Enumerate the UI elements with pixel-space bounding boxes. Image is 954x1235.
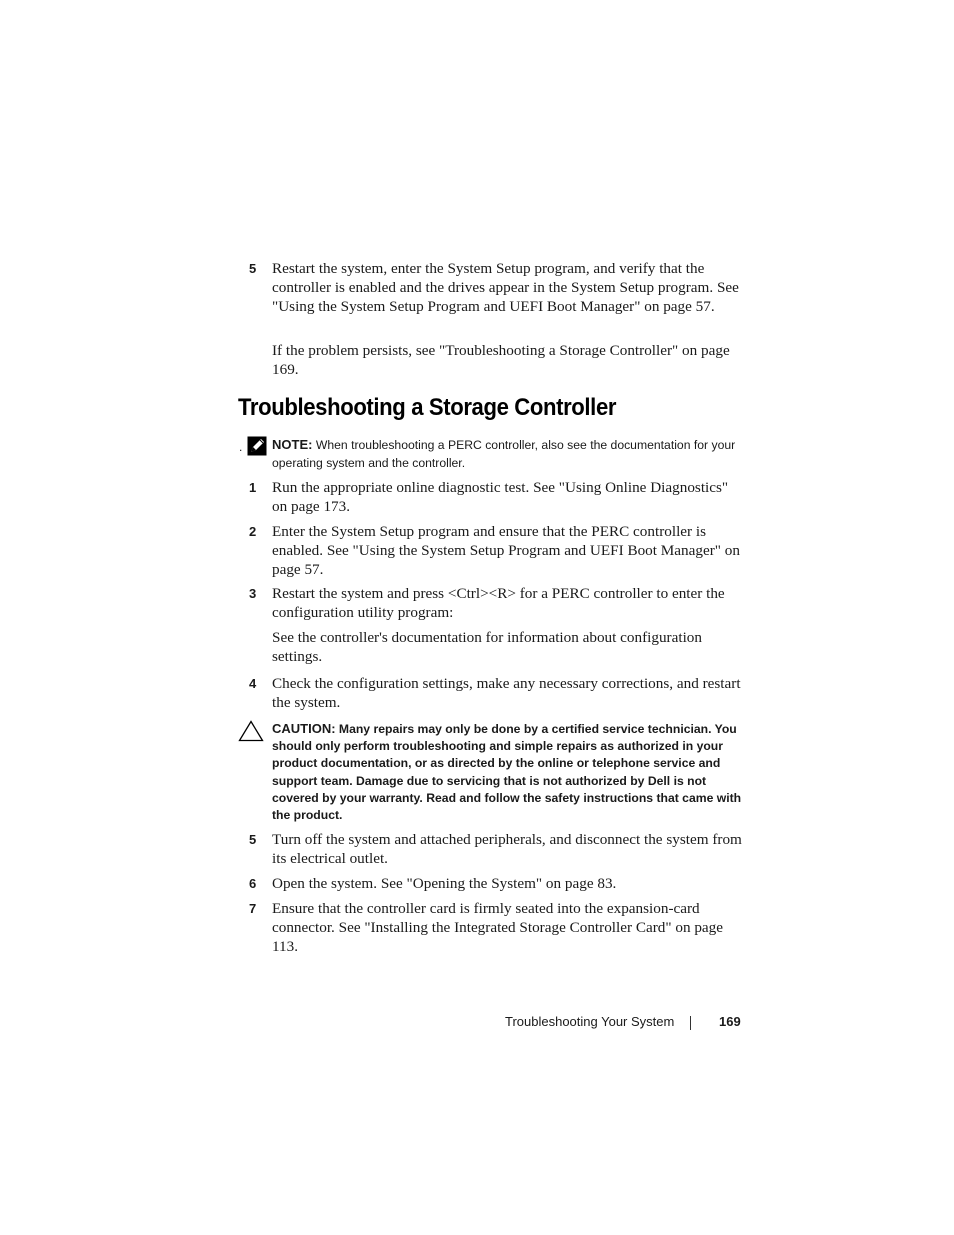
note-text [272,436,742,472]
step-number: 1 [249,480,257,495]
step-text: Open the system. See "Opening the System" on page 83. [272,875,617,892]
step-number: 3 [249,586,257,601]
step-check-config [249,674,749,712]
step-text: Ensure that the controller card is firmly seated into the expansion-card connector. See "Installing the Integrated Storage Controller Card" on page 113. [272,900,724,955]
note-pencil-icon [247,436,267,456]
step-restart-ctrl-r [249,584,749,622]
step-text: Enter the System Setup program and ensure that the PERC controller is enabled. See "Using the System Setup Program and UEFI Boot Manager" on page 57. [272,523,740,578]
step-run-diagnostics [249,478,749,516]
page-number: 169 [719,1014,741,1029]
step-text: Restart the system, enter the System Setup program, and verify that the controller is enabled and the drives appear in the System Setup program. See "Using the System Setup Program and UEFI Boot Manager" on page 57. [272,260,739,315]
step-text: Check the configuration settings, make any necessary corrections, and restart the system. [272,675,741,711]
caution-label: CAUTION: [272,721,336,736]
step-text: Run the appropriate online diagnostic test. See "Using Online Diagnostics" on page 173. [272,479,729,515]
step-number: 6 [249,876,257,891]
caution-text [272,720,742,824]
step-text: Restart the system and press <Ctrl><R> for a PERC controller to enter the configuration utility program: [272,585,725,621]
step-ensure-card [249,899,749,956]
step-enter-setup [249,522,749,579]
footer-section-title: Troubleshooting Your System [505,1014,675,1029]
step3-paragraph: See the controller's documentation for information about configuration settings. [272,629,702,665]
step-number: 5 [249,832,257,847]
note-label: NOTE: [272,437,313,452]
step-number: 4 [249,676,257,691]
step-restart-verify [249,259,749,316]
step-number: 5 [249,261,257,276]
footer-divider [690,1016,691,1030]
caution-triangle-icon [238,720,264,742]
caution-body: Many repairs may only be done by a certified service technician. You should only perform troubleshooting and simple repairs as authorized in your product documentation, or as directed by the online or telephone service and support team. Damage due to servicing that is not authorized by Dell is not covered by your warranty. Read and follow the safety instructions that came with the product. [272,722,742,823]
section-title: Troubleshooting a Storage Controller [238,394,617,421]
persist-paragraph: If the problem persists, see "Troubleshooting a Storage Controller" on page 169. [272,342,730,378]
step-number: 7 [249,901,257,916]
step-number: 2 [249,524,257,539]
step-open-system [249,874,749,893]
step-text: Turn off the system and attached peripherals, and disconnect the system from its electrical outlet. [272,831,742,867]
step-turn-off [249,830,749,868]
note-body: When troubleshooting a PERC controller, also see the documentation for your operating system and the controller. [272,438,736,470]
note-bullet: . [239,440,243,454]
